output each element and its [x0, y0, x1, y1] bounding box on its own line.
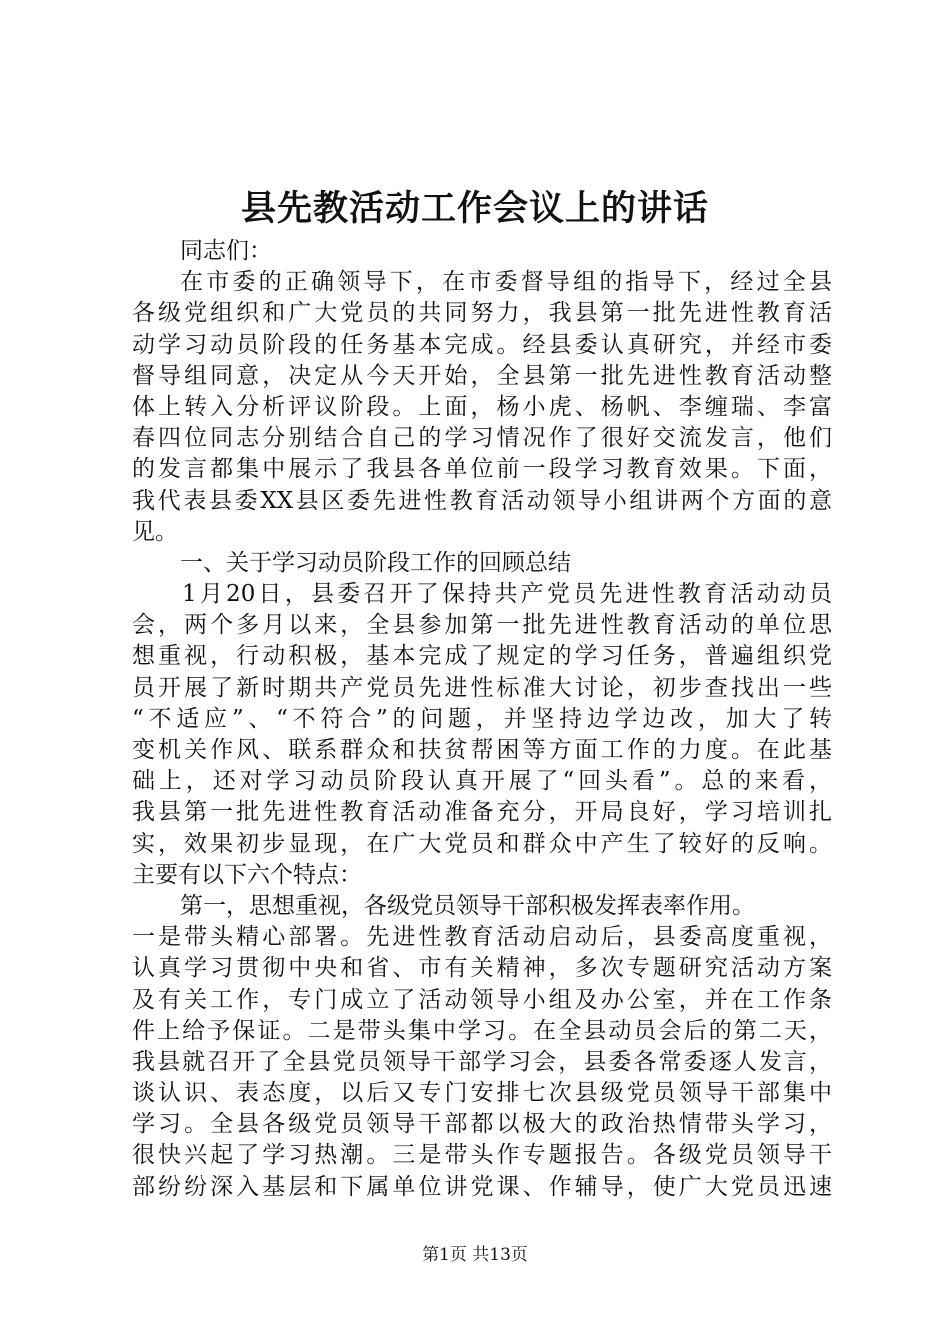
page-title: 县先教活动工作会议上的讲话: [240, 188, 709, 229]
paragraph-line: 实，效果初步显现，在广大党员和群众中产生了较好的反响。: [132, 830, 832, 857]
paragraph-line: 学习。全县各级党员领导干部都以极大的政治热情带头学习，: [132, 1111, 832, 1138]
paragraph-line: 我县就召开了全县党员领导干部学习会，县委各常委逐人发言，: [132, 1048, 832, 1075]
paragraph-line: 动学习动员阶段的任务基本完成。经县委认真研究，并经市委: [132, 331, 832, 358]
paragraph-line: 想重视，行动积极，基本完成了规定的学习任务，普遍组织党: [132, 643, 832, 670]
paragraph-line: 件上给予保证。二是带头集中学习。在全县动员会后的第二天，: [132, 1017, 832, 1044]
paragraph-line: 督导组同意，决定从今天开始，全县第一批先进性教育活动整: [132, 362, 832, 389]
paragraph-line: 春四位同志分别结合自己的学习情况作了很好交流发言，他们: [132, 425, 832, 452]
paragraph-line: 见。: [132, 518, 178, 545]
paragraph-line: 及有关工作，专门成立了活动领导小组及办公室，并在工作条: [132, 986, 832, 1013]
paragraph-line: 1月20日，县委召开了保持共产党员先进性教育活动动员: [182, 581, 832, 608]
paragraph-line: 变机关作风、联系群众和扶贫帮困等方面工作的力度。在此基: [132, 737, 832, 763]
paragraph-line: 员开展了新时期共产党员先进性标准大讨论，初步查找出一些: [132, 674, 832, 701]
paragraph-line: “不适应”、“不符合”的问题，并坚持边学边改，加大了转: [132, 705, 832, 732]
page-footer: 第1页 共13页: [422, 1245, 528, 1265]
paragraph-line: 础上，还对学习动员阶段认真开展了“回头看”。总的来看，: [132, 768, 832, 795]
section-heading: 一、关于学习动员阶段工作的回顾总结: [180, 549, 571, 576]
paragraph-line: 我代表县委XX县区委先进性教育活动领导小组讲两个方面的意: [132, 487, 832, 514]
paragraph-line: 体上转入分析评议阶段。上面，杨小虎、杨帆、李缠瑞、李富: [132, 393, 832, 420]
paragraph-line: 我县第一批先进性教育活动准备充分，开局良好，学习培训扎: [132, 799, 832, 826]
paragraph-line: 的发言都集中展示了我县各单位前一段学习教育效果。下面，: [132, 456, 832, 483]
paragraph-line: 部纷纷深入基层和下属单位讲党课、作辅导，使广大党员迅速: [132, 1173, 832, 1200]
paragraph-line: 第一，思想重视，各级党员领导干部积极发挥表率作用。: [180, 892, 755, 919]
paragraph-line: 认真学习贯彻中央和省、市有关精神，多次专题研究活动方案: [132, 955, 832, 982]
document-body: [132, 236, 832, 1203]
paragraph-line: 会，两个多月以来，全县参加第一批先进性教育活动的单位思: [132, 612, 832, 639]
paragraph-line: 在市委的正确领导下，在市委督导组的指导下，经过全县: [180, 269, 832, 296]
salutation-line: 同志们：: [180, 238, 272, 264]
paragraph-line: 谈认识、表态度，以后又专门安排七次县级党员领导干部集中: [132, 1080, 832, 1107]
paragraph-line: 主要有以下六个特点：: [132, 861, 362, 888]
paragraph-line: 一是带头精心部署。先进性教育活动启动后，县委高度重视，: [132, 924, 832, 951]
paragraph-line: 很快兴起了学习热潮。三是带头作专题报告。各级党员领导干: [132, 1142, 832, 1169]
paragraph-line: 各级党组织和广大党员的共同努力，我县第一批先进性教育活: [132, 300, 832, 327]
